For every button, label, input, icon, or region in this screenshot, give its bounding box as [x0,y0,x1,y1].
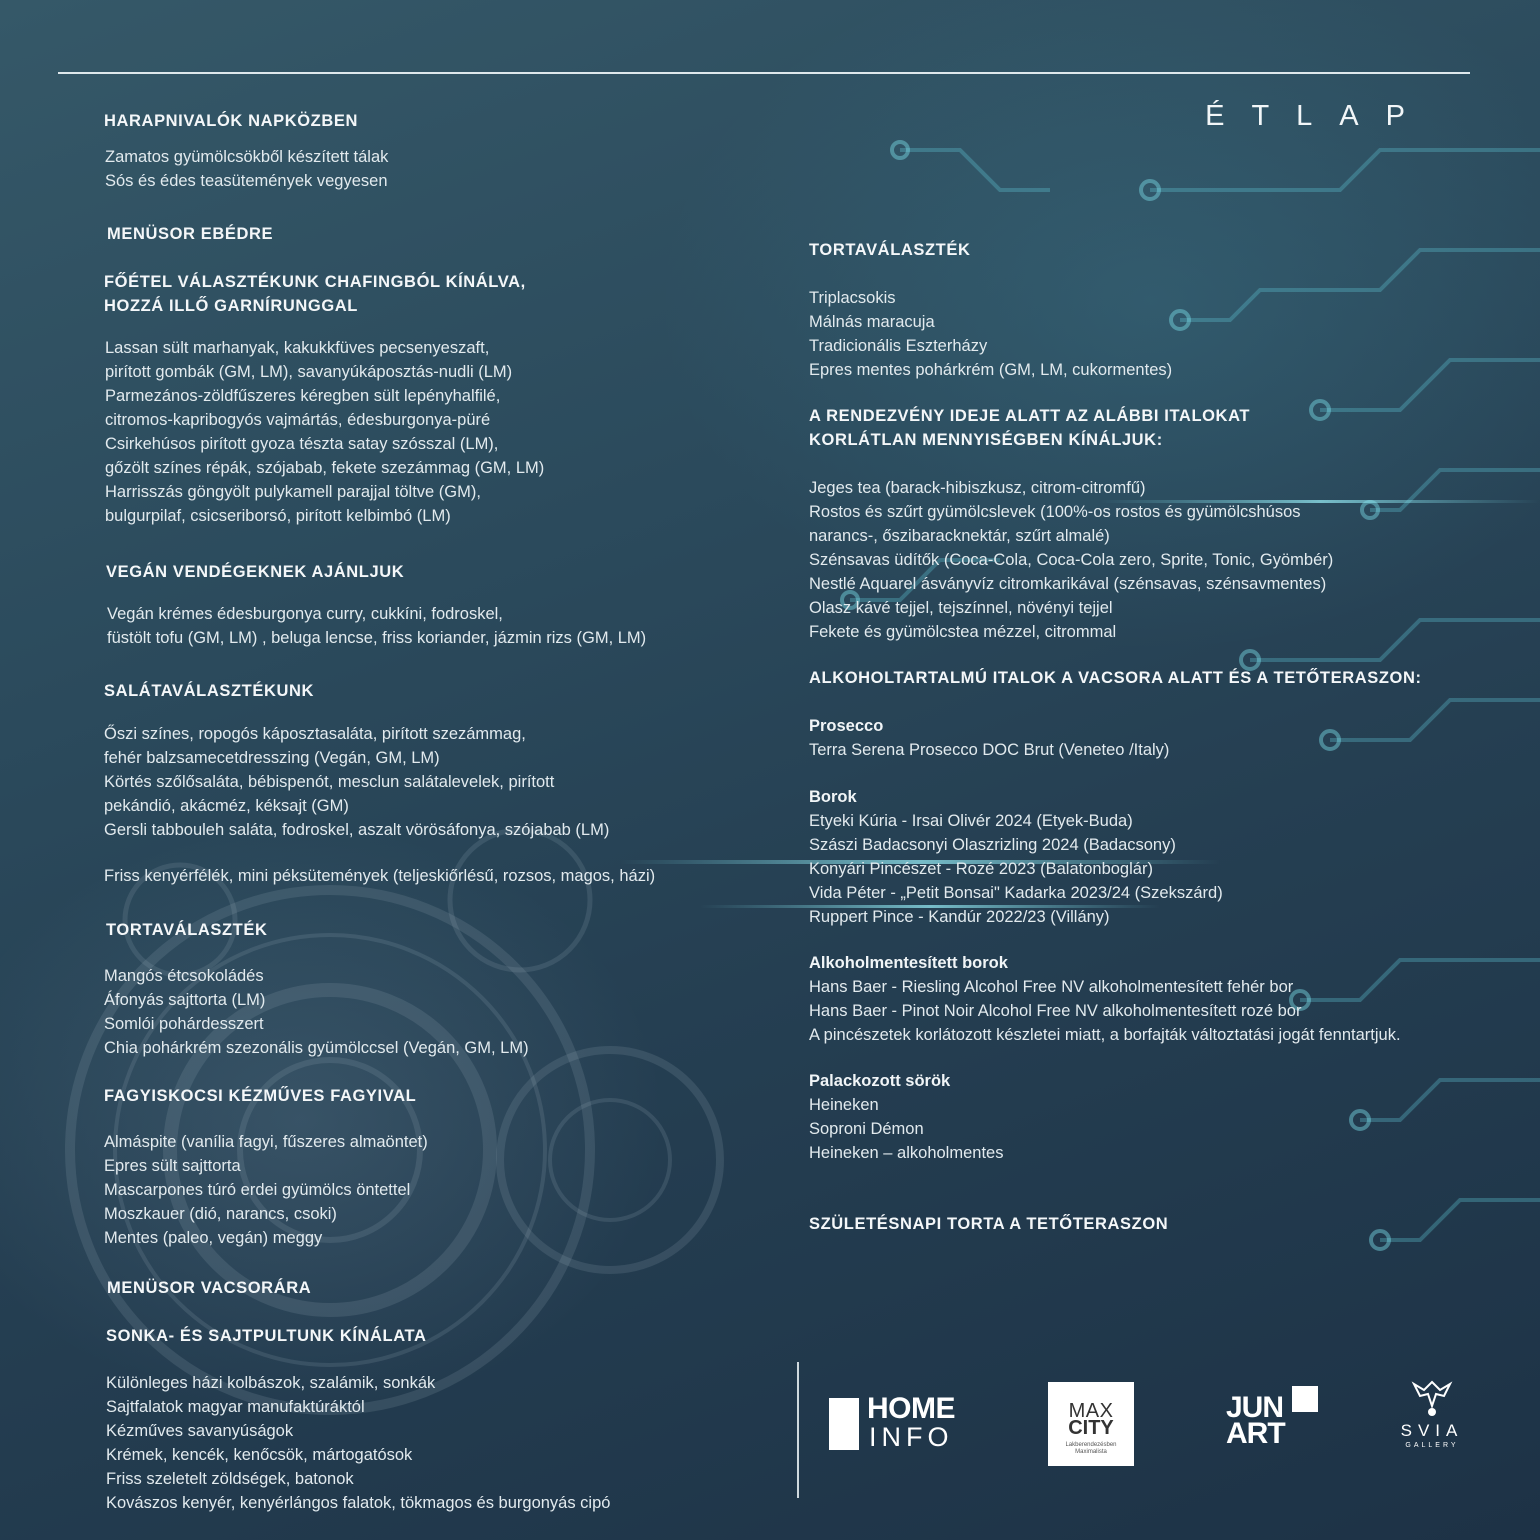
list-item: Kovászos kenyér, kenyérlángos falatok, tökmagos és burgonyás cipó [106,1494,611,1512]
logos-divider [797,1362,799,1498]
ham-cheese-list [106,1371,610,1515]
heading-line: A RENDEZVÉNY IDEJE ALATT AZ ALÁBBI ITALOKAT [809,407,1251,425]
svia-gallery-logo [1392,1378,1472,1458]
section-heading-ham-cheese: SONKA- ÉS SAJTPULTUNK KÍNÁLATA [106,1327,427,1345]
section-heading-dinner: MENÜSOR VACSORÁRA [107,1279,312,1297]
subheading-wines: Borok [809,788,857,806]
maxcity-logo-tag2: Maximalista [1075,1449,1107,1455]
list-item: Friss szeletelt zöldségek, batonok [106,1470,354,1488]
subheading-prosecco: Prosecco [809,717,884,735]
list-item: Hans Baer - Riesling Alcohol Free NV alkoholmentesített fehér bor [809,978,1294,996]
list-item: Mentes (paleo, vegán) meggy [104,1229,323,1247]
junart-logo [1226,1386,1320,1450]
alcohol-free-wines-group [809,951,1401,1047]
clockwork-decoration [70,830,720,1410]
svia-logo-line1: SVIA [1400,1421,1464,1440]
section-heading-alcohol: ALKOHOLTARTALMÚ ITALOK A VACSORA ALATT ÉS A TETŐTERASZON: [809,669,1422,687]
list-item: bulgurpilaf, csicseriborsó, pirított kelbimbó (LM) [105,507,451,525]
list-item: Heineken – alkoholmentes [809,1144,1004,1162]
list-item: Hans Baer - Pinot Noir Alcohol Free NV alkoholmentesített rozé bor [809,1002,1302,1020]
list-item: pirított gombák (GM, LM), savanyúkáposztás-nudli (LM) [105,363,513,381]
list-item: Kézműves savanyúságok [106,1422,294,1440]
maxcity-logo-line2: CITY [1068,1417,1114,1439]
section-heading-snacks: HARAPNIVALÓK NAPKÖZBEN [104,112,358,130]
maxcity-logo-tag1: Lakberendezésben [1065,1442,1117,1448]
homeinfo-logo-line1: HOME [867,1392,955,1425]
list-item: Vida Péter - „Petit Bonsai" Kadarka 2023/24 (Szekszárd) [809,884,1223,902]
list-item: Málnás maracuja [809,313,935,331]
list-item: Nestlé Aquarel ásványvíz citromkarikával (szénsavas, szénsavmentes) [809,575,1327,593]
svia-logo-line2: GALLERY [1405,1442,1459,1449]
maxcity-logo-line1: MAX [1068,1400,1114,1422]
list-item: Parmezános-zöldfűszeres kéregben sült lepényhalfilé, [105,387,501,405]
list-item: Mascarpones túró erdei gyümölcs öntettel [104,1181,411,1199]
beers-group [809,1069,1003,1165]
list-item: Moszkauer (dió, narancs, csoki) [104,1205,337,1223]
list-item: füstölt tofu (GM, LM) , beluga lencse, friss koriander, jázmin rizs (GM, LM) [107,629,647,647]
section-heading-icecream: FAGYISKOCSI KÉZMŰVES FAGYIVAL [104,1087,417,1105]
section-heading-drinks [809,404,1250,452]
list-item: Áfonyás sajttorta (LM) [104,991,266,1009]
list-item: Epres mentes pohárkrém (GM, LM, cukormentes) [809,361,1173,379]
list-item: Etyeki Kúria - Irsai Olivér 2024 (Etyek-Buda) [809,812,1133,830]
main-course-list [105,336,544,528]
drinks-list [809,476,1333,644]
list-item: Mangós étcsokoládés [104,967,264,985]
list-item: Olasz kávé tejjel, tejszínnel, növényi tejjel [809,599,1113,617]
vegan-list [107,602,646,650]
page-title: ÉTLAP [1205,100,1432,132]
section-heading-main-course [104,270,526,318]
section-heading-lunch: MENÜSOR EBÉDRE [107,225,274,243]
list-item: Jeges tea (barack-hibiszkusz, citrom-citromfű) [809,479,1146,497]
heading-line: KORLÁTLAN MENNYISÉGBEN KÍNÁLJUK: [809,431,1163,449]
list-item: Csirkehúsos pirított gyoza tészta satay szósszal (LM), [105,435,499,453]
list-item: Zamatos gyümölcsökből készített tálak [105,148,389,166]
list-item: Szénsavas üdítők (Coca-Cola, Coca-Cola zero, Sprite, Tonic, Gyömbér) [809,551,1334,569]
subheading-beers: Palackozott sörök [809,1072,951,1090]
list-item: Soproni Démon [809,1120,924,1138]
list-item: Krémek, kencék, kenőcsök, mártogatósok [106,1446,413,1464]
homeinfo-logo [829,1392,969,1454]
list-item: Szászi Badacsonyi Olaszrizling 2024 (Badacsony) [809,836,1176,854]
list-item: Különleges házi kolbászok, szalámik, sonkák [106,1374,436,1392]
prosecco-group [809,714,1169,762]
list-item: Őszi színes, ropogós káposztasaláta, pirított szezámmag, [104,725,526,743]
salads-list [104,722,609,842]
cakes-dinner-list [809,286,1172,382]
list-item: pekándió, akácméz, kéksajt (GM) [104,797,349,815]
list-item: Somlói pohárdesszert [104,1015,264,1033]
icecream-list [104,1130,428,1250]
list-item: Almáspite (vanília fagyi, fűszeres almaöntet) [104,1133,428,1151]
junart-logo-line2: ART [1226,1417,1285,1450]
junart-logo-line1: JUN [1226,1391,1284,1424]
section-heading-cakes-dinner: TORTAVÁLASZTÉK [809,241,971,259]
list-item: narancs-, őszibaracknektár, szűrt almalé) [809,527,1110,545]
top-divider [58,72,1470,74]
list-item: Ruppert Pince - Kandúr 2022/23 (Villány) [809,908,1110,926]
list-item: Harrisszás göngyölt pulykamell parajjal töltve (GM), [105,483,481,501]
list-item: Epres sült sajttorta [104,1157,241,1175]
list-item: Triplacsokis [809,289,896,307]
list-item: A pincészetek korlátozott készletei miatt, a borfajták változtatási jogát fenntartjuk. [809,1026,1401,1044]
list-item: Konyári Pincészet - Rozé 2023 (Balatonboglár) [809,860,1153,878]
maxcity-logo [1048,1382,1134,1466]
list-item: fehér balzsamecetdresszing (Vegán, GM, LM) [104,749,440,767]
section-heading-birthday-cake: SZÜLETÉSNAPI TORTA A TETŐTERASZON [809,1215,1169,1233]
section-heading-vegan: VEGÁN VENDÉGEKNEK AJÁNLJUK [106,563,405,581]
list-item: Sajtfalatok magyar manufaktúráktól [106,1398,365,1416]
list-item: Tradicionális Eszterházy [809,337,988,355]
list-item: Körtés szőlősaláta, bébispenót, mesclun salátalevelek, pirított [104,773,555,791]
list-item: citromos-kapribogyós vajmártás, édesburgonya-püré [105,411,491,429]
list-item: Terra Serena Prosecco DOC Brut (Veneteo /Italy) [809,741,1170,759]
bread-line: Friss kenyérfélék, mini péksütemények (teljeskiőrlésű, rozsos, magos, házi) [104,867,656,885]
list-item: Rostos és szűrt gyümölcslevek (100%-os rostos és gyümölcshúsos [809,503,1301,521]
list-item: Sós és édes teasütemények vegyesen [105,172,388,190]
homeinfo-logo-block [829,1398,859,1450]
junart-logo-square [1292,1386,1318,1412]
section-heading-salads: SALÁTAVÁLASZTÉKUNK [104,682,315,700]
svia-emblem-icon [1410,1378,1454,1418]
list-item: Heineken [809,1096,879,1114]
list-item: Fekete és gyümölcstea mézzel, citrommal [809,623,1117,641]
heading-line: HOZZÁ ILLŐ GARNÍRUNGGAL [104,297,358,315]
cakes-list [104,964,529,1060]
list-item: Lassan sült marhanyak, kakukkfüves pecsenyeszaft, [105,339,490,357]
subheading-alcohol-free-wines: Alkoholmentesített borok [809,954,1008,972]
list-item: Vegán krémes édesburgonya curry, cukkíni, fodroskel, [107,605,503,623]
section-heading-cakes: TORTAVÁLASZTÉK [106,921,268,939]
list-item: Gersli tabbouleh saláta, fodroskel, aszalt vörösáfonya, szójabab (LM) [104,821,610,839]
heading-line: FŐÉTEL VÁLASZTÉKUNK CHAFINGBÓL KÍNÁLVA, [104,273,526,291]
snacks-list [105,145,388,193]
homeinfo-logo-line2: INFO [869,1422,954,1452]
list-item: gőzölt színes répák, szójabab, fekete szezámmag (GM, LM) [105,459,545,477]
list-item: Chia pohárkrém szezonális gyümölccsel (Vegán, GM, LM) [104,1039,529,1057]
wines-group [809,785,1223,929]
